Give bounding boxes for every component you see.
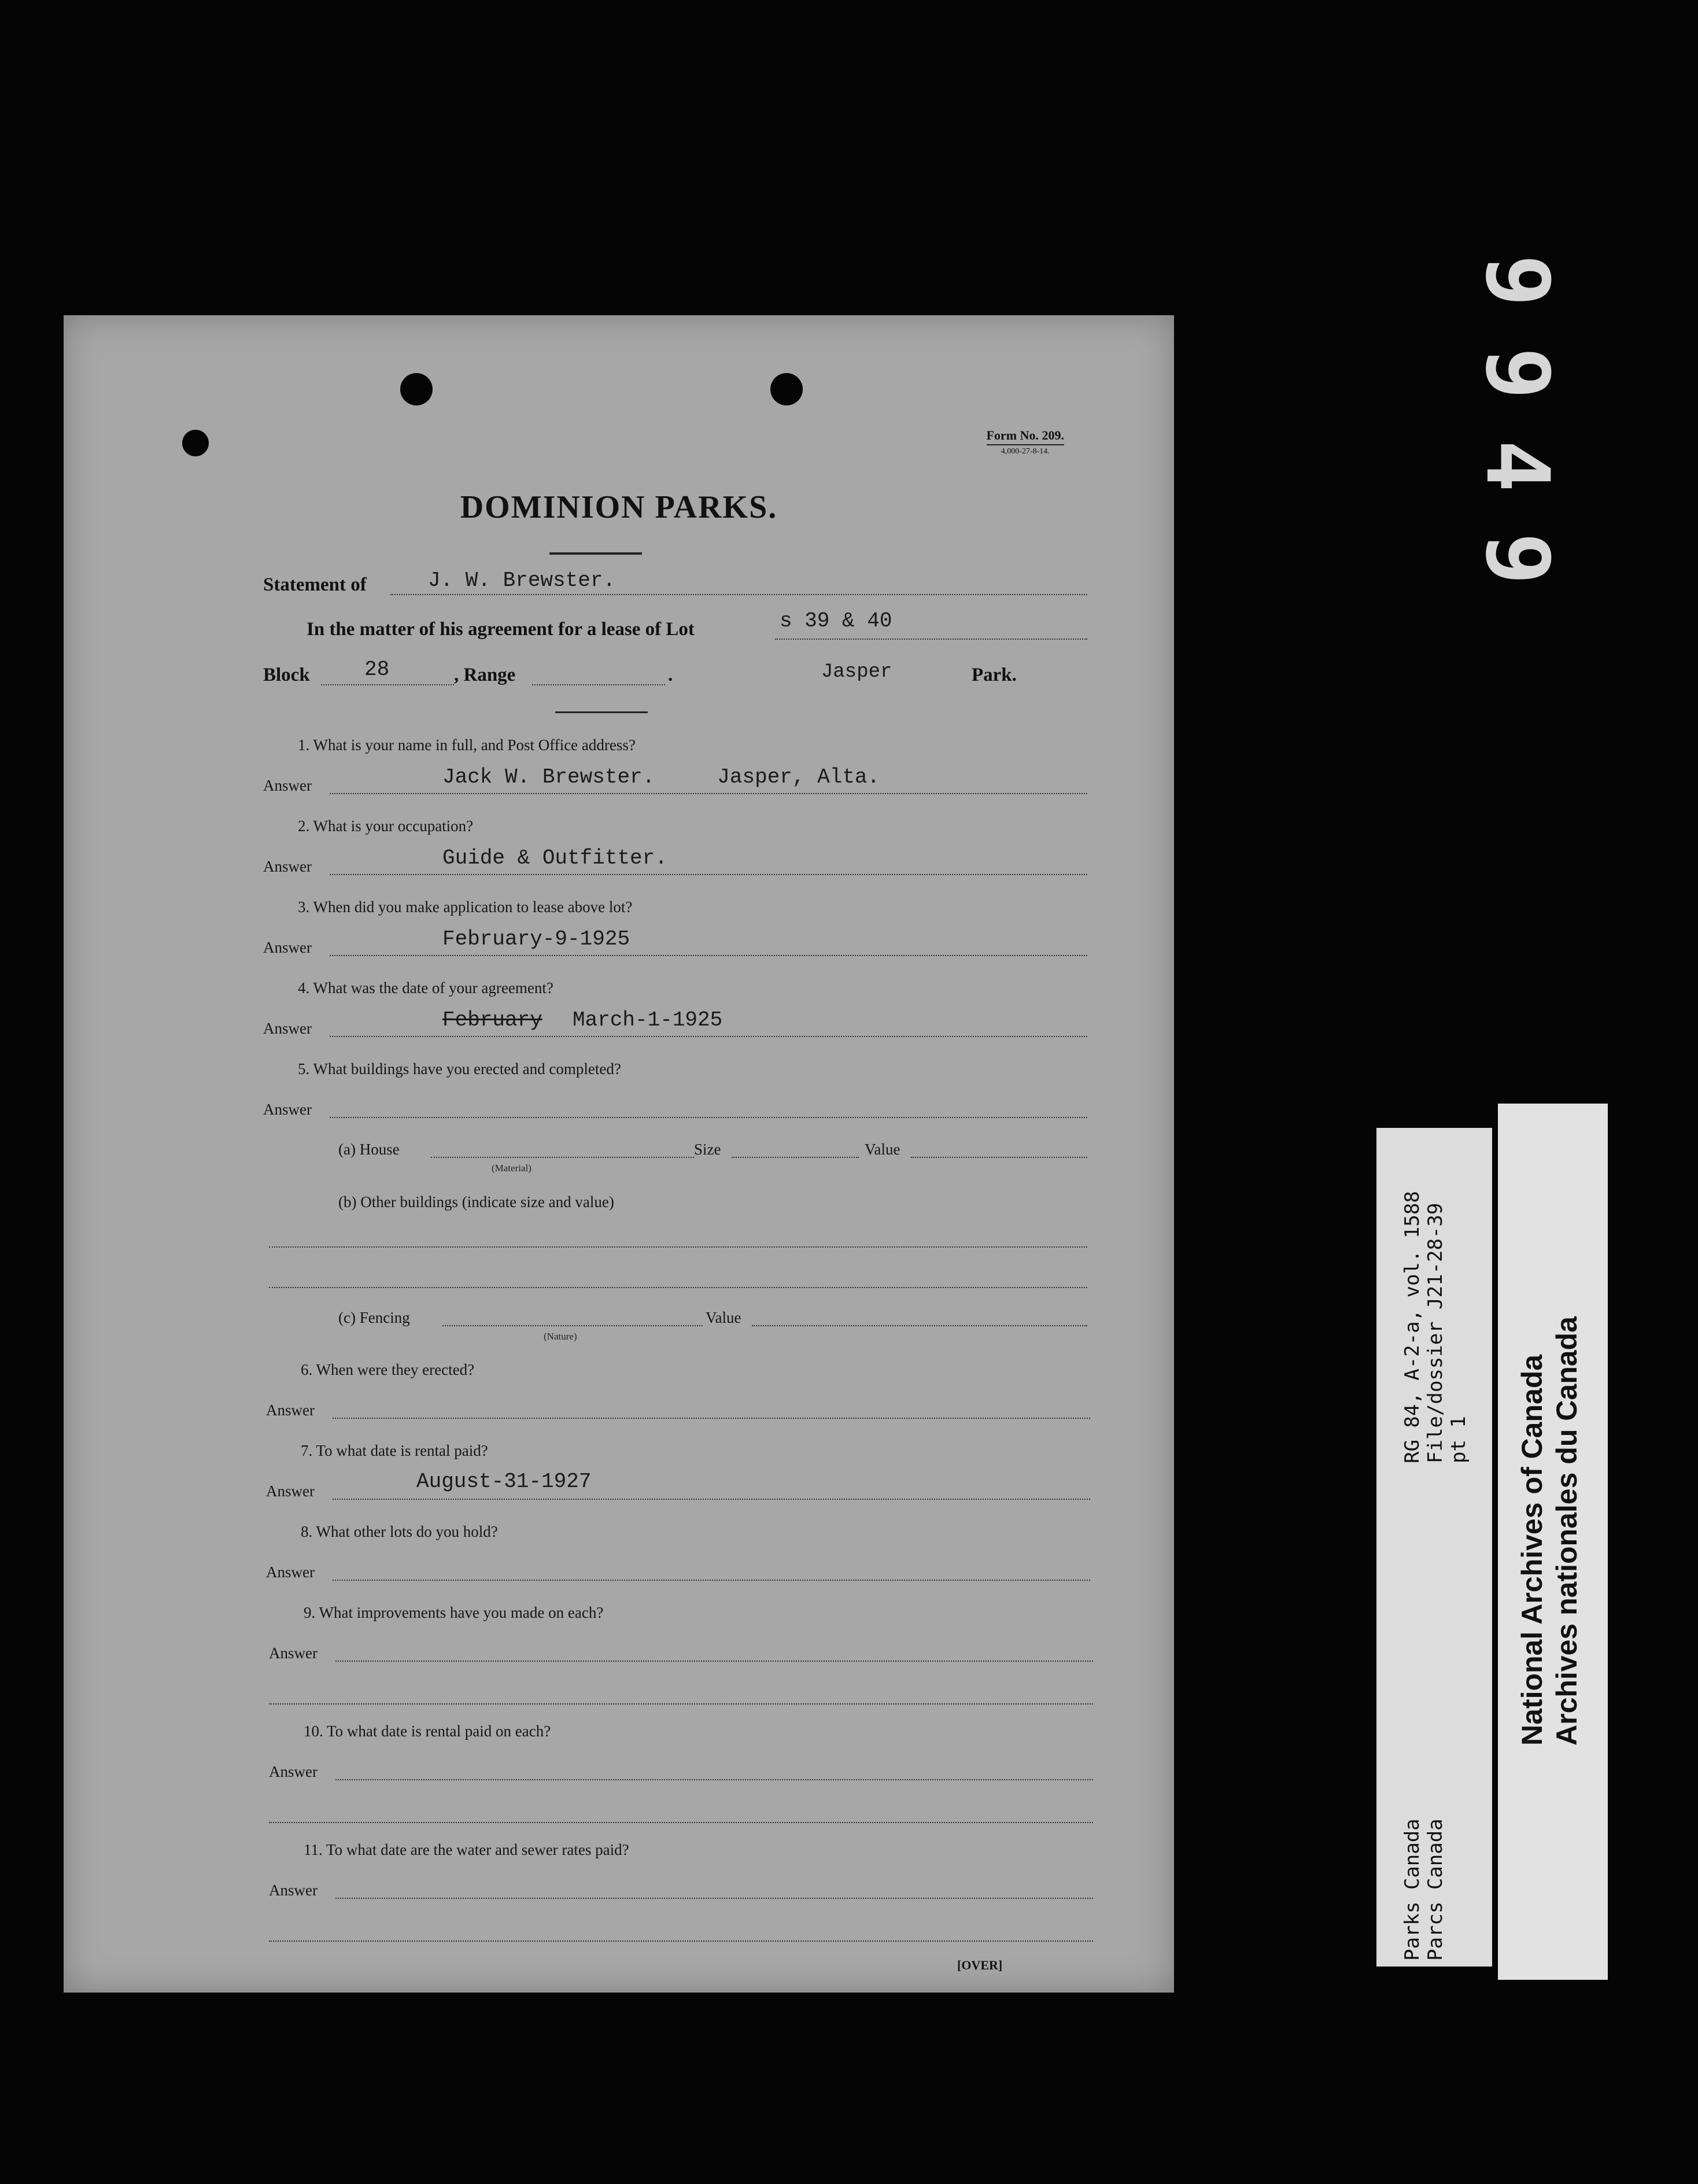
answer-1: Jack W. Brewster. Jasper, Alta. <box>442 765 880 789</box>
answer-line-6 <box>333 1418 1090 1419</box>
fencing-value-line <box>752 1325 1087 1326</box>
form-number-text: Form No. 209. <box>987 428 1064 445</box>
range-label: , Range <box>454 665 516 685</box>
size-line <box>732 1157 859 1158</box>
archive-name-en: National Archives of Canada <box>1516 1354 1548 1746</box>
answer-label-4: Answer <box>263 1020 312 1037</box>
fencing-label: (c) Fencing <box>338 1309 410 1326</box>
question-5: 5. What buildings have you erected and completed? <box>298 1060 621 1078</box>
material-label: (Material) <box>492 1163 531 1174</box>
reference-line-2: File/dossier J21-28-39 <box>1424 1202 1447 1463</box>
fencing-value-label: Value <box>706 1309 741 1326</box>
range-dot: . <box>668 665 673 685</box>
fencing-line <box>442 1325 703 1326</box>
answer-label-5: Answer <box>263 1101 312 1118</box>
nature-label: (Nature) <box>544 1331 577 1342</box>
house-label: (a) House <box>338 1141 400 1158</box>
reference-line-1: RG 84, A-2-a, vol. 1588 <box>1401 1191 1424 1463</box>
question-9: 9. What improvements have you made on each? <box>304 1604 604 1621</box>
other-buildings-line-1 <box>269 1246 1087 1248</box>
form-sheet <box>64 315 1174 1993</box>
size-label: Size <box>694 1141 721 1158</box>
answer-line-1 <box>330 793 1087 794</box>
range-line <box>532 684 665 685</box>
block-label: Block <box>263 665 310 685</box>
answer-label-1: Answer <box>263 777 312 794</box>
question-2: 2. What is your occupation? <box>298 817 474 835</box>
question-4: 4. What was the date of your agreement? <box>298 979 553 997</box>
archive-name-fr: Archives nationales du Canada <box>1551 1316 1583 1746</box>
answer-3: February-9-1925 <box>442 927 630 951</box>
question-6: 6. When were they erected? <box>301 1361 475 1378</box>
answer-line-3 <box>330 955 1087 956</box>
other-buildings-label: (b) Other buildings (indicate size and value) <box>338 1193 614 1211</box>
form-number <box>987 428 1064 456</box>
answer-label-10: Answer <box>269 1763 318 1780</box>
question-10: 10. To what date is rental paid on each? <box>304 1722 551 1740</box>
answer-label-6: Answer <box>266 1401 315 1419</box>
header-divider <box>555 711 648 713</box>
question-3: 3. When did you make application to lease above lot? <box>298 898 633 916</box>
lot-value: s 39 & 40 <box>780 609 892 633</box>
answer-line-10b <box>269 1822 1093 1823</box>
answer-label-7: Answer <box>266 1482 315 1500</box>
answer-label-8: Answer <box>266 1563 315 1581</box>
page-title: DOMINION PARKS. <box>460 489 778 525</box>
title-divider <box>549 552 642 555</box>
question-7: 7. To what date is rental paid? <box>301 1442 488 1459</box>
answer-2: Guide & Outfitter. <box>442 846 667 870</box>
print-code: 4,000-27-8-14. <box>1001 447 1050 456</box>
matter-label: In the matter of his agreement for a lease of Lot <box>307 619 695 640</box>
park-value: Jasper <box>821 661 892 683</box>
punch-hole-left <box>400 373 433 405</box>
frame-number-text: 9949 <box>1467 254 1567 626</box>
answer-line-11b <box>269 1940 1093 1942</box>
over-label: [OVER] <box>957 1958 1003 1972</box>
answer-4: March-1-1925 <box>573 1008 723 1032</box>
house-line <box>431 1157 694 1158</box>
value-label: Value <box>865 1141 900 1158</box>
answer-4-struck: February <box>442 1008 542 1032</box>
answer-line-2 <box>330 874 1087 875</box>
frame-number <box>1467 254 1567 810</box>
answer-line-4 <box>330 1036 1087 1037</box>
answer-line-9b <box>269 1703 1093 1705</box>
block-line <box>321 684 454 685</box>
question-1: 1. What is your name in full, and Post Office address? <box>298 736 636 754</box>
statement-of-label: Statement of <box>263 574 367 595</box>
answer-label-2: Answer <box>263 858 312 875</box>
answer-label-3: Answer <box>263 939 312 956</box>
reference-line-3: pt 1 <box>1447 1416 1470 1463</box>
answer-line-11 <box>335 1898 1093 1899</box>
archive-reference-tag <box>1376 1128 1492 1967</box>
answer-line-10 <box>335 1779 1093 1780</box>
statement-of-value: J. W. Brewster. <box>428 569 616 592</box>
park-label: Park. <box>972 665 1017 685</box>
answer-label-9: Answer <box>269 1644 318 1662</box>
answer-line-9 <box>335 1661 1093 1662</box>
block-value: 28 <box>364 658 390 681</box>
question-11: 11. To what date are the water and sewer rates paid? <box>304 1841 629 1858</box>
answer-7: August-31-1927 <box>416 1470 592 1493</box>
answer-line-5 <box>330 1117 1087 1118</box>
archives-name-tag <box>1498 1104 1608 1980</box>
punch-hole-right <box>770 373 803 405</box>
lot-line <box>775 639 1087 640</box>
statement-of-line <box>390 594 1087 595</box>
question-8: 8. What other lots do you hold? <box>301 1523 498 1540</box>
value-line <box>911 1157 1087 1158</box>
answer-line-7 <box>333 1499 1090 1500</box>
other-buildings-line-2 <box>269 1287 1087 1288</box>
agency-line-1: Parks Canada <box>1401 1818 1424 1961</box>
answer-label-11: Answer <box>269 1882 318 1899</box>
answer-line-8 <box>333 1580 1090 1581</box>
agency-line-2: Parcs Canada <box>1424 1818 1447 1961</box>
punch-hole-edge <box>182 430 209 456</box>
